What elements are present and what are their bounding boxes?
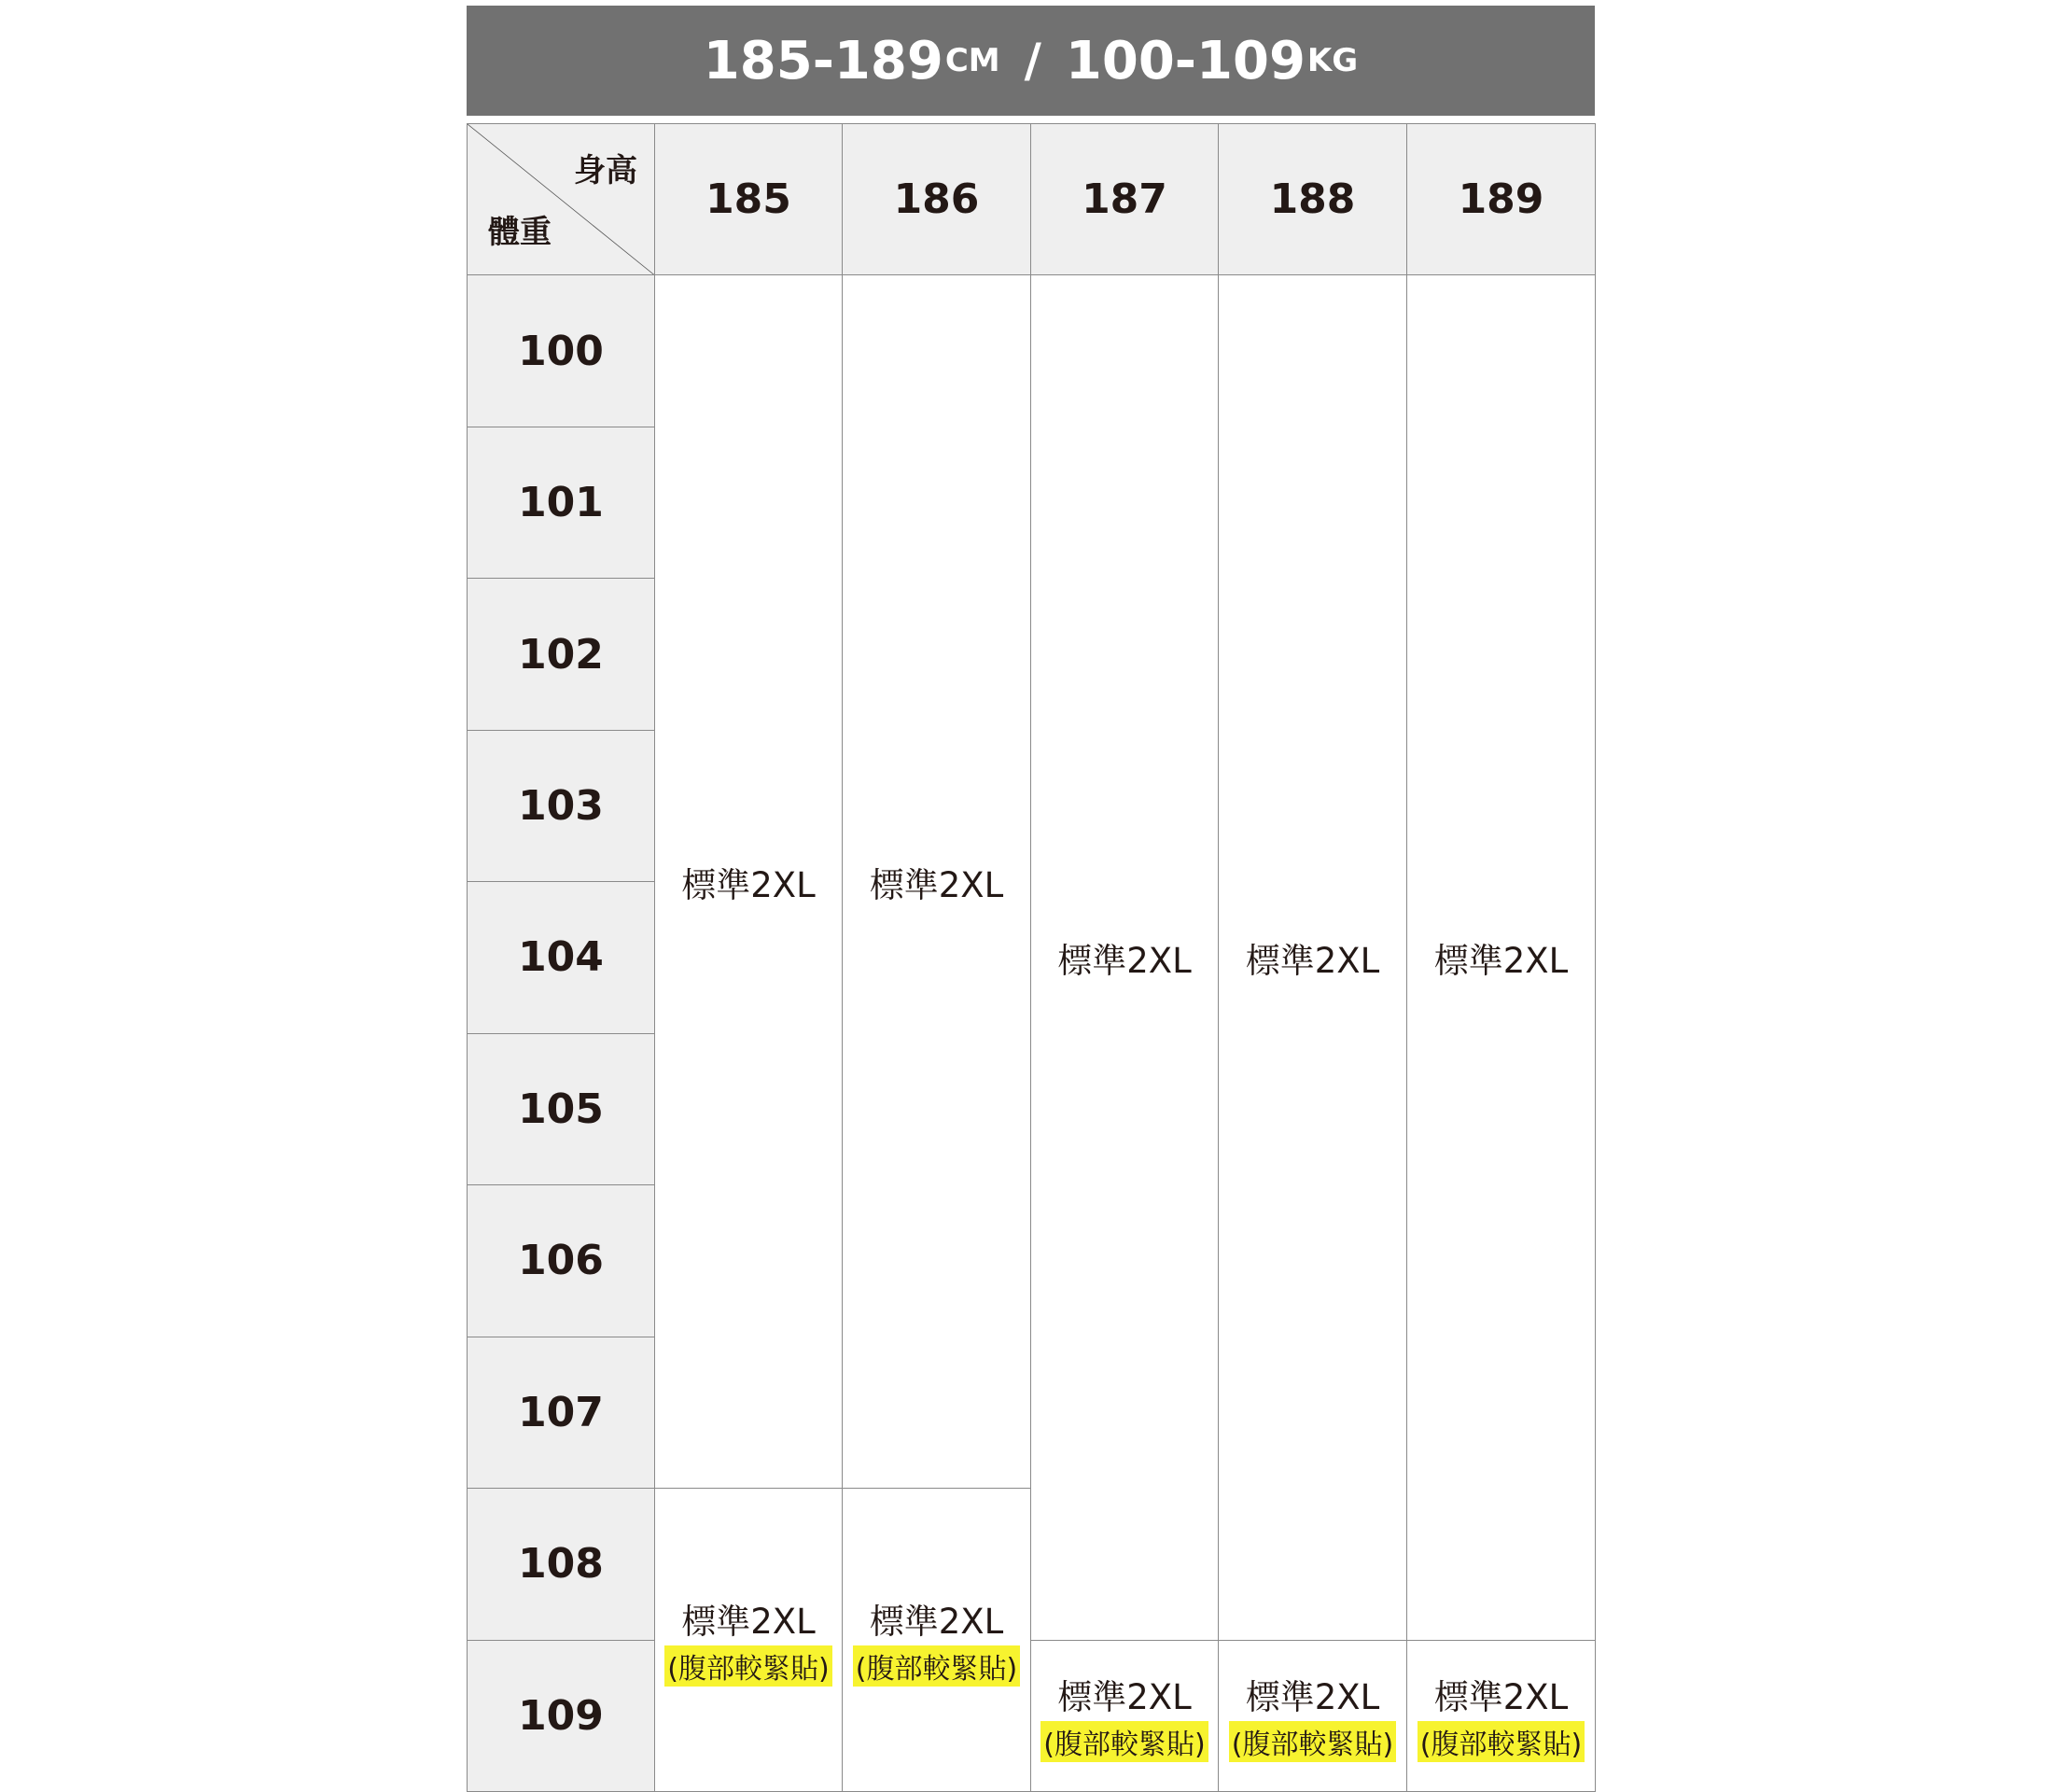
weight-106: 106 [468, 1185, 655, 1337]
weight-103: 103 [468, 730, 655, 881]
size-chart-table [467, 123, 1596, 1792]
weight-axis-label: 體重 [488, 214, 552, 252]
cell-186-tight [843, 1489, 1031, 1792]
height-189: 189 [1407, 124, 1596, 275]
cell-187-standard [1031, 275, 1219, 1640]
height-186: 186 [843, 124, 1031, 275]
title-separator: / [1024, 34, 1041, 88]
weight-107: 107 [468, 1337, 655, 1488]
height-188: 188 [1219, 124, 1407, 275]
cell-186-standard [843, 275, 1031, 1489]
height-unit: CM [944, 42, 1000, 79]
size-label: 標準2XL [681, 1602, 816, 1643]
weight-109: 109 [468, 1640, 655, 1791]
size-label: 標準2XL [1433, 1677, 1569, 1718]
height-187: 187 [1031, 124, 1219, 275]
cell-189-tight [1407, 1640, 1596, 1791]
corner-cell [468, 124, 655, 275]
size-label: 標準2XL [1245, 1677, 1380, 1718]
weight-102: 102 [468, 579, 655, 730]
cell-188-standard [1219, 275, 1407, 1640]
chart-title-bar [467, 6, 1595, 116]
cell-185-tight [655, 1489, 843, 1792]
tight-fit-note: (腹部較緊貼) [1229, 1721, 1396, 1762]
weight-range: 100-109 [1065, 30, 1306, 91]
tight-fit-note: (腹部較緊貼) [1040, 1721, 1208, 1762]
size-label: 標準2XL [869, 1602, 1004, 1643]
weight-104: 104 [468, 882, 655, 1033]
height-range: 185-189 [703, 30, 943, 91]
tight-fit-note: (腹部較緊貼) [1418, 1721, 1585, 1762]
cell-187-tight [1031, 1640, 1219, 1791]
cell-188-tight [1219, 1640, 1407, 1791]
weight-100: 100 [468, 275, 655, 427]
size-label: 標準2XL [869, 864, 1004, 905]
weight-unit: KG [1306, 42, 1359, 79]
size-label: 標準2XL [1433, 940, 1569, 981]
size-label: 標準2XL [681, 864, 816, 905]
cell-185-standard [655, 275, 843, 1489]
weight-row-109 [468, 1640, 1596, 1791]
cell-189-standard [1407, 275, 1596, 1640]
size-label: 標準2XL [1057, 1677, 1192, 1718]
weight-108: 108 [468, 1489, 655, 1640]
height-axis-label: 身高 [574, 152, 637, 189]
height-header-row [468, 124, 1596, 275]
tight-fit-note: (腹部較緊貼) [664, 1645, 831, 1687]
weight-101: 101 [468, 427, 655, 578]
height-185: 185 [655, 124, 843, 275]
size-label: 標準2XL [1245, 940, 1380, 981]
tight-fit-note: (腹部較緊貼) [853, 1645, 1020, 1687]
weight-row-100 [468, 275, 1596, 427]
weight-105: 105 [468, 1033, 655, 1184]
size-label: 標準2XL [1057, 940, 1192, 981]
